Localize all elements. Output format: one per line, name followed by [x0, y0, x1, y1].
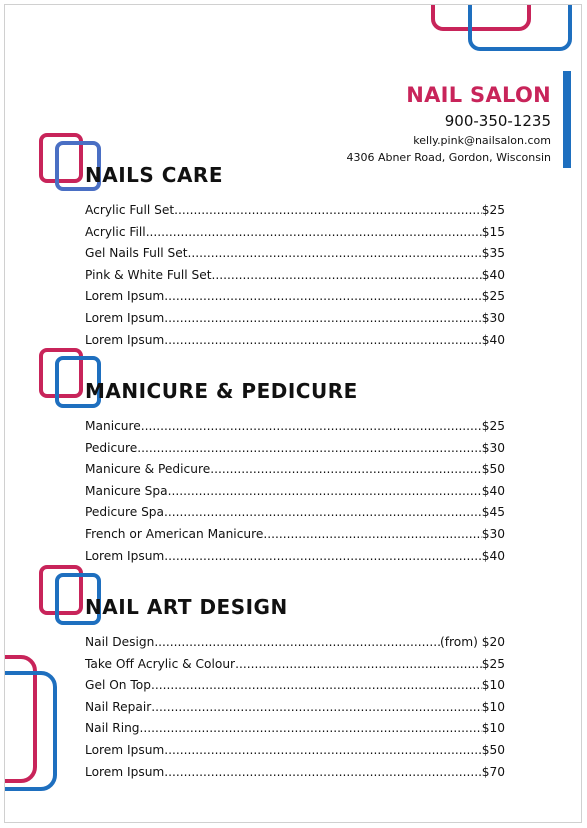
menu-item: [85, 286, 505, 308]
menu-page: [4, 4, 582, 823]
item-price: $50: [481, 742, 505, 757]
item-price: $30: [481, 526, 505, 541]
salon-email: kelly.pink@nailsalon.com: [413, 134, 551, 147]
menu-item: [85, 697, 505, 719]
menu-item: [85, 524, 505, 546]
leader-dots: [210, 459, 482, 481]
item-name: Nail Ring: [85, 721, 140, 736]
item-name: Pedicure: [85, 440, 138, 455]
item-price: $40: [481, 483, 505, 498]
item-price: $10: [481, 721, 505, 736]
menu-item: [85, 243, 505, 265]
item-price: $25: [481, 289, 505, 304]
item-name: Gel On Top: [85, 678, 151, 693]
menu-item: [85, 675, 505, 697]
menu-item: [85, 265, 505, 287]
salon-name: NAIL SALON: [406, 83, 551, 107]
item-price: $25: [481, 419, 505, 433]
leader-dots: [263, 524, 481, 546]
leader-dots: [151, 697, 481, 719]
menu-item: [85, 740, 505, 762]
item-price: $30: [481, 310, 505, 325]
menu-item: [85, 762, 505, 784]
item-name: Manicure Spa: [85, 483, 168, 498]
leader-dots: [164, 740, 481, 762]
item-price: $25: [481, 656, 505, 671]
menu-item: [85, 222, 505, 244]
leader-dots: [154, 632, 440, 654]
menu-item: [85, 632, 505, 654]
item-price: $50: [481, 462, 505, 477]
menu-item: [85, 416, 505, 438]
item-name: Manicure: [85, 419, 141, 433]
leader-dots: [164, 762, 481, 784]
item-name: Pink & White Full Set: [85, 267, 212, 282]
leader-dots: [188, 243, 482, 265]
item-price: $40: [481, 267, 505, 282]
item-name: Lorem Ipsum: [85, 548, 165, 563]
leader-dots: [164, 546, 481, 568]
menu-item: [85, 459, 505, 481]
menu-item: [85, 546, 505, 568]
item-name: Acrylic Full Set: [85, 203, 175, 217]
leader-dots: [235, 654, 482, 676]
item-price: $25: [481, 203, 505, 217]
item-price: $10: [481, 699, 505, 714]
item-price: $30: [481, 440, 505, 455]
section-title: NAILS CARE: [85, 163, 223, 187]
leader-dots: [212, 265, 482, 287]
section-nails-care: [85, 162, 505, 351]
salon-phone: 900-350-1235: [444, 112, 551, 130]
item-price: $70: [481, 764, 505, 779]
section-manicure-pedicure: [85, 378, 505, 567]
item-price: $10: [481, 678, 505, 693]
menu-item: [85, 654, 505, 676]
item-name: Nail Repair: [85, 699, 152, 714]
decorative-blue-frame-top: [468, 4, 572, 51]
menu-item: [85, 308, 505, 330]
menu-item: [85, 718, 505, 740]
item-name: Lorem Ipsum: [85, 764, 165, 779]
leader-dots: [146, 222, 482, 244]
item-name: Acrylic Fill: [85, 224, 146, 239]
leader-dots: [151, 675, 482, 697]
leader-dots: [168, 481, 482, 503]
item-name: Nail Design: [85, 635, 155, 649]
section-title: MANICURE & PEDICURE: [85, 379, 358, 403]
leader-dots: [140, 718, 482, 740]
menu-item: [85, 200, 505, 222]
item-name: Manicure & Pedicure: [85, 462, 211, 477]
item-price: $45: [481, 505, 505, 520]
leader-dots: [174, 200, 482, 222]
leader-dots: [141, 416, 482, 438]
item-name: French or American Manicure: [85, 526, 264, 541]
item-price: $35: [481, 246, 505, 261]
leader-dots: [164, 308, 481, 330]
decorative-blue-bar: [563, 71, 571, 168]
item-name: Lorem Ipsum: [85, 310, 165, 325]
leader-dots: [164, 286, 481, 308]
item-name: Take Off Acrylic & Colour: [85, 656, 236, 671]
item-price: $15: [481, 224, 505, 239]
item-name: Pedicure Spa: [85, 505, 165, 520]
item-price: $40: [481, 332, 505, 347]
menu-item: [85, 330, 505, 352]
salon-address: 4306 Abner Road, Gordon, Wisconsin: [346, 151, 551, 164]
leader-dots: [164, 330, 481, 352]
menu-item: [85, 481, 505, 503]
menu-item: [85, 502, 505, 524]
section-title: NAIL ART DESIGN: [85, 595, 288, 619]
decorative-blue-frame-bottom: [4, 671, 57, 791]
item-name: Lorem Ipsum: [85, 289, 165, 304]
item-name: Lorem Ipsum: [85, 742, 165, 757]
menu-item: [85, 438, 505, 460]
section-nail-art-design: [85, 594, 505, 783]
item-price: (from) $20: [439, 635, 505, 649]
leader-dots: [137, 438, 482, 460]
item-name: Lorem Ipsum: [85, 332, 165, 347]
item-price: $40: [481, 548, 505, 563]
salon-header: [346, 81, 551, 166]
leader-dots: [164, 502, 482, 524]
item-name: Gel Nails Full Set: [85, 246, 188, 261]
